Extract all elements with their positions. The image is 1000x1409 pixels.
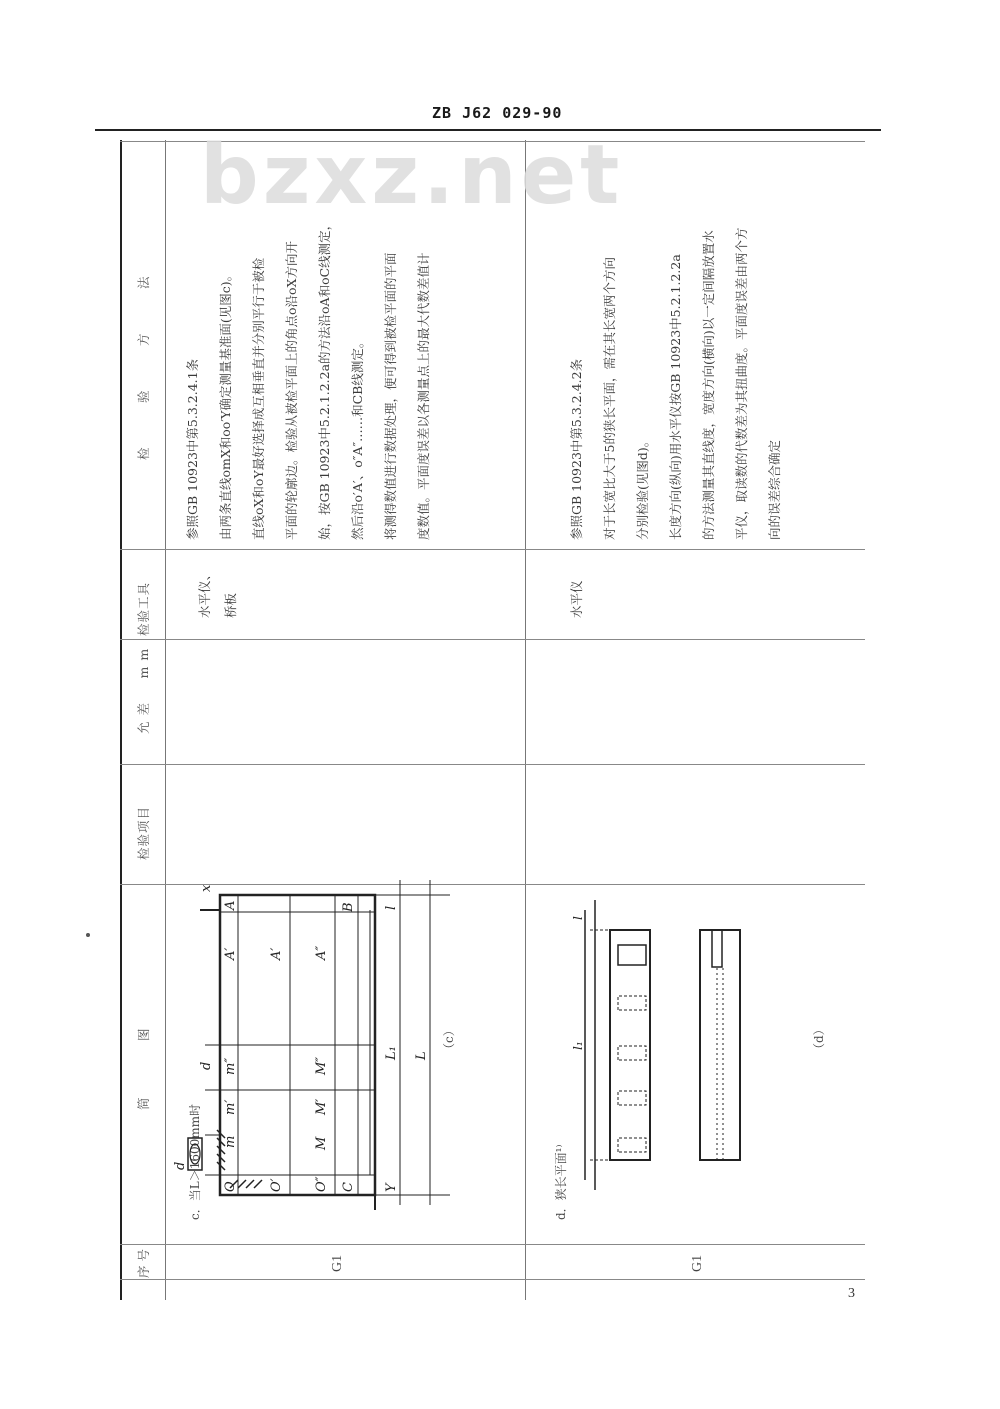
row-c-method-line: 始，按GB 10923中5.2.1.2.2a的方法沿oA和oC线测定， — [317, 217, 332, 540]
svg-text:A′: A′ — [269, 947, 284, 960]
figure-d-label: （d） — [812, 1023, 826, 1055]
svg-text:L: L — [414, 1051, 429, 1060]
figure-c-label: （c） — [442, 1024, 456, 1055]
svg-text:A: A — [223, 900, 238, 910]
row-c-sketch-caption: c．当L＞1600mm时 — [188, 1104, 202, 1220]
col-header-seq: 序号 — [136, 1244, 151, 1278]
col-sep-tools — [120, 549, 865, 550]
svg-text:M: M — [314, 1136, 329, 1150]
row-d-method-line: 向的误差综合确定 — [767, 439, 782, 540]
row-c-method-line: 将测得数值进行数据处理，便可得到被检平面的平面 — [383, 252, 398, 540]
row-c-method — [176, 218, 440, 540]
row-d-seq: G1 — [690, 1254, 705, 1272]
svg-text:O″: O″ — [314, 1176, 329, 1192]
page-number: 3 — [848, 1286, 855, 1301]
col-header-item: 检验项目 — [136, 805, 151, 860]
row-d-sketch-caption: d．狭长平面¹⁾ — [554, 1144, 568, 1220]
svg-text:l: l — [384, 905, 399, 910]
svg-text:Y: Y — [384, 1183, 399, 1192]
row-d-method-line: 参照GB 10923中第5.3.2.4.2条 — [569, 358, 584, 540]
row-d-method-line: 的方法测量其直线度，宽度方向(横向)以一定间隔放置水 — [701, 230, 716, 540]
figure-d-diagram — [571, 890, 840, 1200]
header-divider — [165, 140, 166, 1300]
svg-text:M″: M″ — [314, 1056, 329, 1075]
col-header-sketch: 简 图 — [136, 1006, 151, 1110]
svg-text:d: d — [173, 1161, 188, 1170]
svg-text:l₁: l₁ — [571, 1041, 585, 1050]
row-c-tool-2: 桥板 — [223, 592, 238, 618]
row-d-method-line: 对于长宽比大于5的狭长平面，需在其长宽两个方向 — [602, 257, 617, 540]
col-header-method: 检 验 方 法 — [136, 260, 151, 460]
col-header-tolerance: 允差 mm — [136, 642, 151, 734]
svg-text:O′: O′ — [269, 1178, 284, 1192]
row-c-method-line: 平面的轮廓边。检验从被检平面上的角点o沿oX方向开 — [284, 241, 299, 540]
row-c-seq: G1 — [330, 1254, 345, 1272]
row-c-method-line: 度数值。平面度误差以各测量点上的最大代数差值计 — [416, 252, 431, 540]
row-d-tool-1: 水平仪 — [569, 580, 584, 618]
svg-text:d: d — [199, 1061, 214, 1070]
row-d-method-line: 分别检验(见图d)。 — [635, 434, 650, 540]
row-c-method-line: 直线oX和oY最好选择成互相垂直并分别平行于被检 — [251, 257, 266, 540]
svg-text:A″: A″ — [314, 945, 329, 960]
table-border-top — [120, 141, 865, 142]
svg-text:O: O — [223, 1181, 238, 1192]
svg-text:M′: M′ — [314, 1098, 329, 1115]
svg-text:B: B — [341, 902, 356, 912]
row-c-method-line: 参照GB 10923中第5.3.2.4.1条 — [185, 358, 200, 540]
col-header-tools: 检验工具 — [136, 581, 151, 636]
table-border-bottom — [120, 1279, 865, 1280]
standard-code: ZB J62 029-90 — [432, 104, 563, 122]
row-c-method-line: 由两条直线omX和oo′Y确定测量基准面(见图c)。 — [218, 268, 233, 540]
svg-text:x: x — [199, 884, 214, 892]
col-sep-item — [120, 764, 865, 765]
svg-text:C: C — [341, 1182, 356, 1192]
col-sep-seq — [120, 1244, 865, 1245]
watermark: bzxz.net — [200, 128, 624, 223]
row-c-tools — [192, 568, 244, 618]
svg-text:m″: m″ — [223, 1057, 238, 1075]
row-d-tools — [560, 580, 593, 618]
row-divider — [525, 140, 526, 1300]
scan-speck — [86, 933, 90, 937]
row-d-method-line: 长度方向(纵向)用水平仪按GB 10923中5.2.1.2.2a — [668, 254, 683, 540]
header-rule — [95, 129, 881, 131]
svg-text:l: l — [571, 916, 585, 920]
row-d-method-line: 平仪，取读数的代数差为其扭曲度。平面度误差由两个方 — [734, 227, 749, 540]
inspection-table — [120, 140, 865, 1300]
table-border-left — [120, 140, 122, 1300]
row-d-method — [560, 227, 791, 540]
row-c-tool-1: 水平仪、 — [197, 567, 212, 618]
svg-text:m: m — [223, 1135, 238, 1148]
col-sep-sketch — [120, 884, 865, 885]
svg-text:m′: m′ — [223, 1099, 238, 1115]
col-sep-tolerance — [120, 639, 865, 640]
svg-text:A′: A′ — [223, 947, 238, 960]
svg-text:L₁: L₁ — [384, 1046, 399, 1060]
row-c-method-line: 然后沿o′A′、o″A″……和CB线测定。 — [350, 335, 365, 540]
